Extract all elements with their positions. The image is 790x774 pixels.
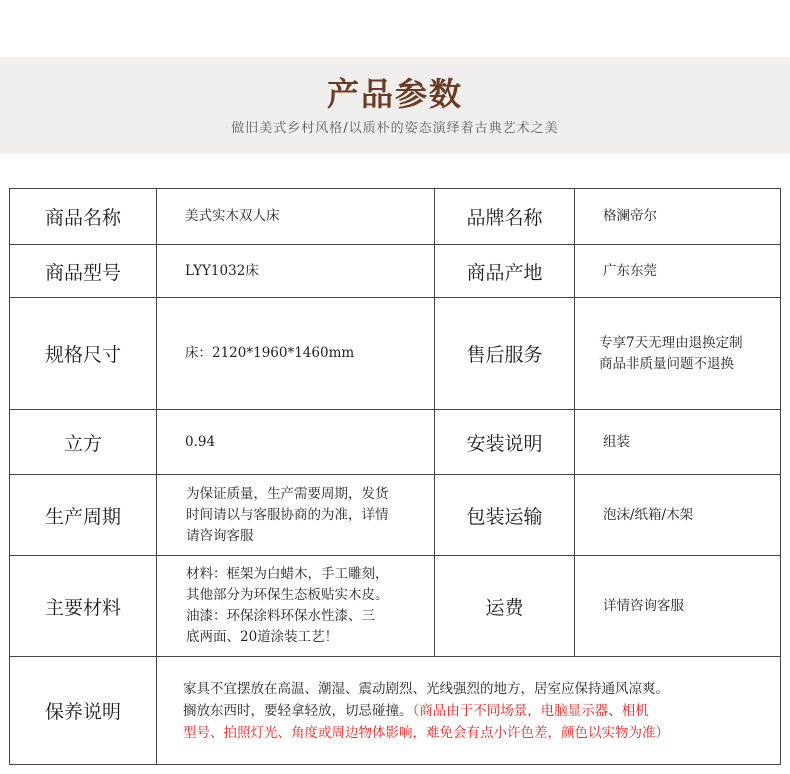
model-value: LYY1032床: [157, 245, 435, 298]
production-cycle-line: 为保证质量，生产需要周期，发货: [186, 485, 389, 502]
care-text: 搁放东西时，要轻拿轻放，切忌碰撞。: [183, 702, 413, 719]
care-line: [183, 700, 780, 722]
volume-value: 0.94: [157, 410, 435, 475]
care-label: 保养说明: [10, 657, 157, 765]
size-value: 床：2120*1960*1460mm: [157, 298, 435, 410]
care-line: 家具不宜摆放在高温、潮湿、震动剧烈、光线强烈的地方，居室应保持通风凉爽。: [183, 680, 669, 697]
installation-value: 组装: [575, 410, 781, 475]
materials-line: 油漆：环保涂料环保水性漆、三: [186, 608, 375, 624]
table-row: [10, 410, 781, 475]
header-banner: [0, 57, 790, 154]
materials-line: 底两面、20道涂装工艺！: [186, 629, 339, 645]
packaging-label: 包装运输: [435, 475, 575, 556]
shipping-value: 详情咨询客服: [575, 556, 781, 657]
after-sales-value: [575, 298, 781, 410]
table-row: [10, 298, 781, 410]
origin-label: 商品产地: [435, 245, 575, 298]
installation-label: 安装说明: [435, 410, 575, 475]
page-subtitle: 做旧美式乡村风格/以质朴的姿态演绎着古典艺术之美: [231, 121, 559, 136]
packaging-value: 泡沫/纸箱/木架: [575, 475, 781, 556]
page-title: 产品参数: [326, 75, 463, 113]
table-row: [10, 556, 781, 657]
production-cycle-line: 时间请以与客服协商的为准，详情: [186, 506, 389, 523]
after-sales-label: 售后服务: [435, 298, 575, 410]
shipping-label: 运费: [435, 556, 575, 657]
color-disclaimer-line: 型号、拍照灯光、角度或周边物体影响，难免会有点小许色差，颜色以实物为准）: [183, 724, 669, 741]
volume-label: 立方: [10, 410, 157, 475]
brand-label: 品牌名称: [435, 189, 575, 245]
materials-value: [157, 556, 435, 657]
care-value: [157, 657, 781, 765]
product-parameters-table: [9, 188, 781, 765]
table-row: [10, 475, 781, 556]
production-cycle-line: 请咨询客服: [186, 527, 254, 544]
table-row: [10, 657, 781, 765]
after-sales-line: 专享7天无理由退换定制: [599, 334, 743, 351]
model-label: 商品型号: [10, 245, 157, 298]
product-name-value: 美式实木双人床: [157, 189, 435, 245]
table-row: [10, 189, 781, 245]
color-disclaimer: （商品由于不同场景，电脑显示器、相机: [412, 702, 649, 719]
materials-line: 其他部分为环保生态板贴实木皮。: [186, 587, 389, 603]
brand-value: 格澜帝尔: [575, 189, 781, 245]
origin-value: 广东东莞: [575, 245, 781, 298]
after-sales-line: 商品非质量问题不退换: [599, 355, 734, 372]
materials-line: 材料：框架为白蜡木，手工雕刻，: [186, 566, 389, 582]
size-label: 规格尺寸: [10, 298, 157, 410]
production-cycle-value: [157, 475, 435, 556]
materials-label: 主要材料: [10, 556, 157, 657]
product-name-label: 商品名称: [10, 189, 157, 245]
table-row: [10, 245, 781, 298]
production-cycle-label: 生产周期: [10, 475, 157, 556]
